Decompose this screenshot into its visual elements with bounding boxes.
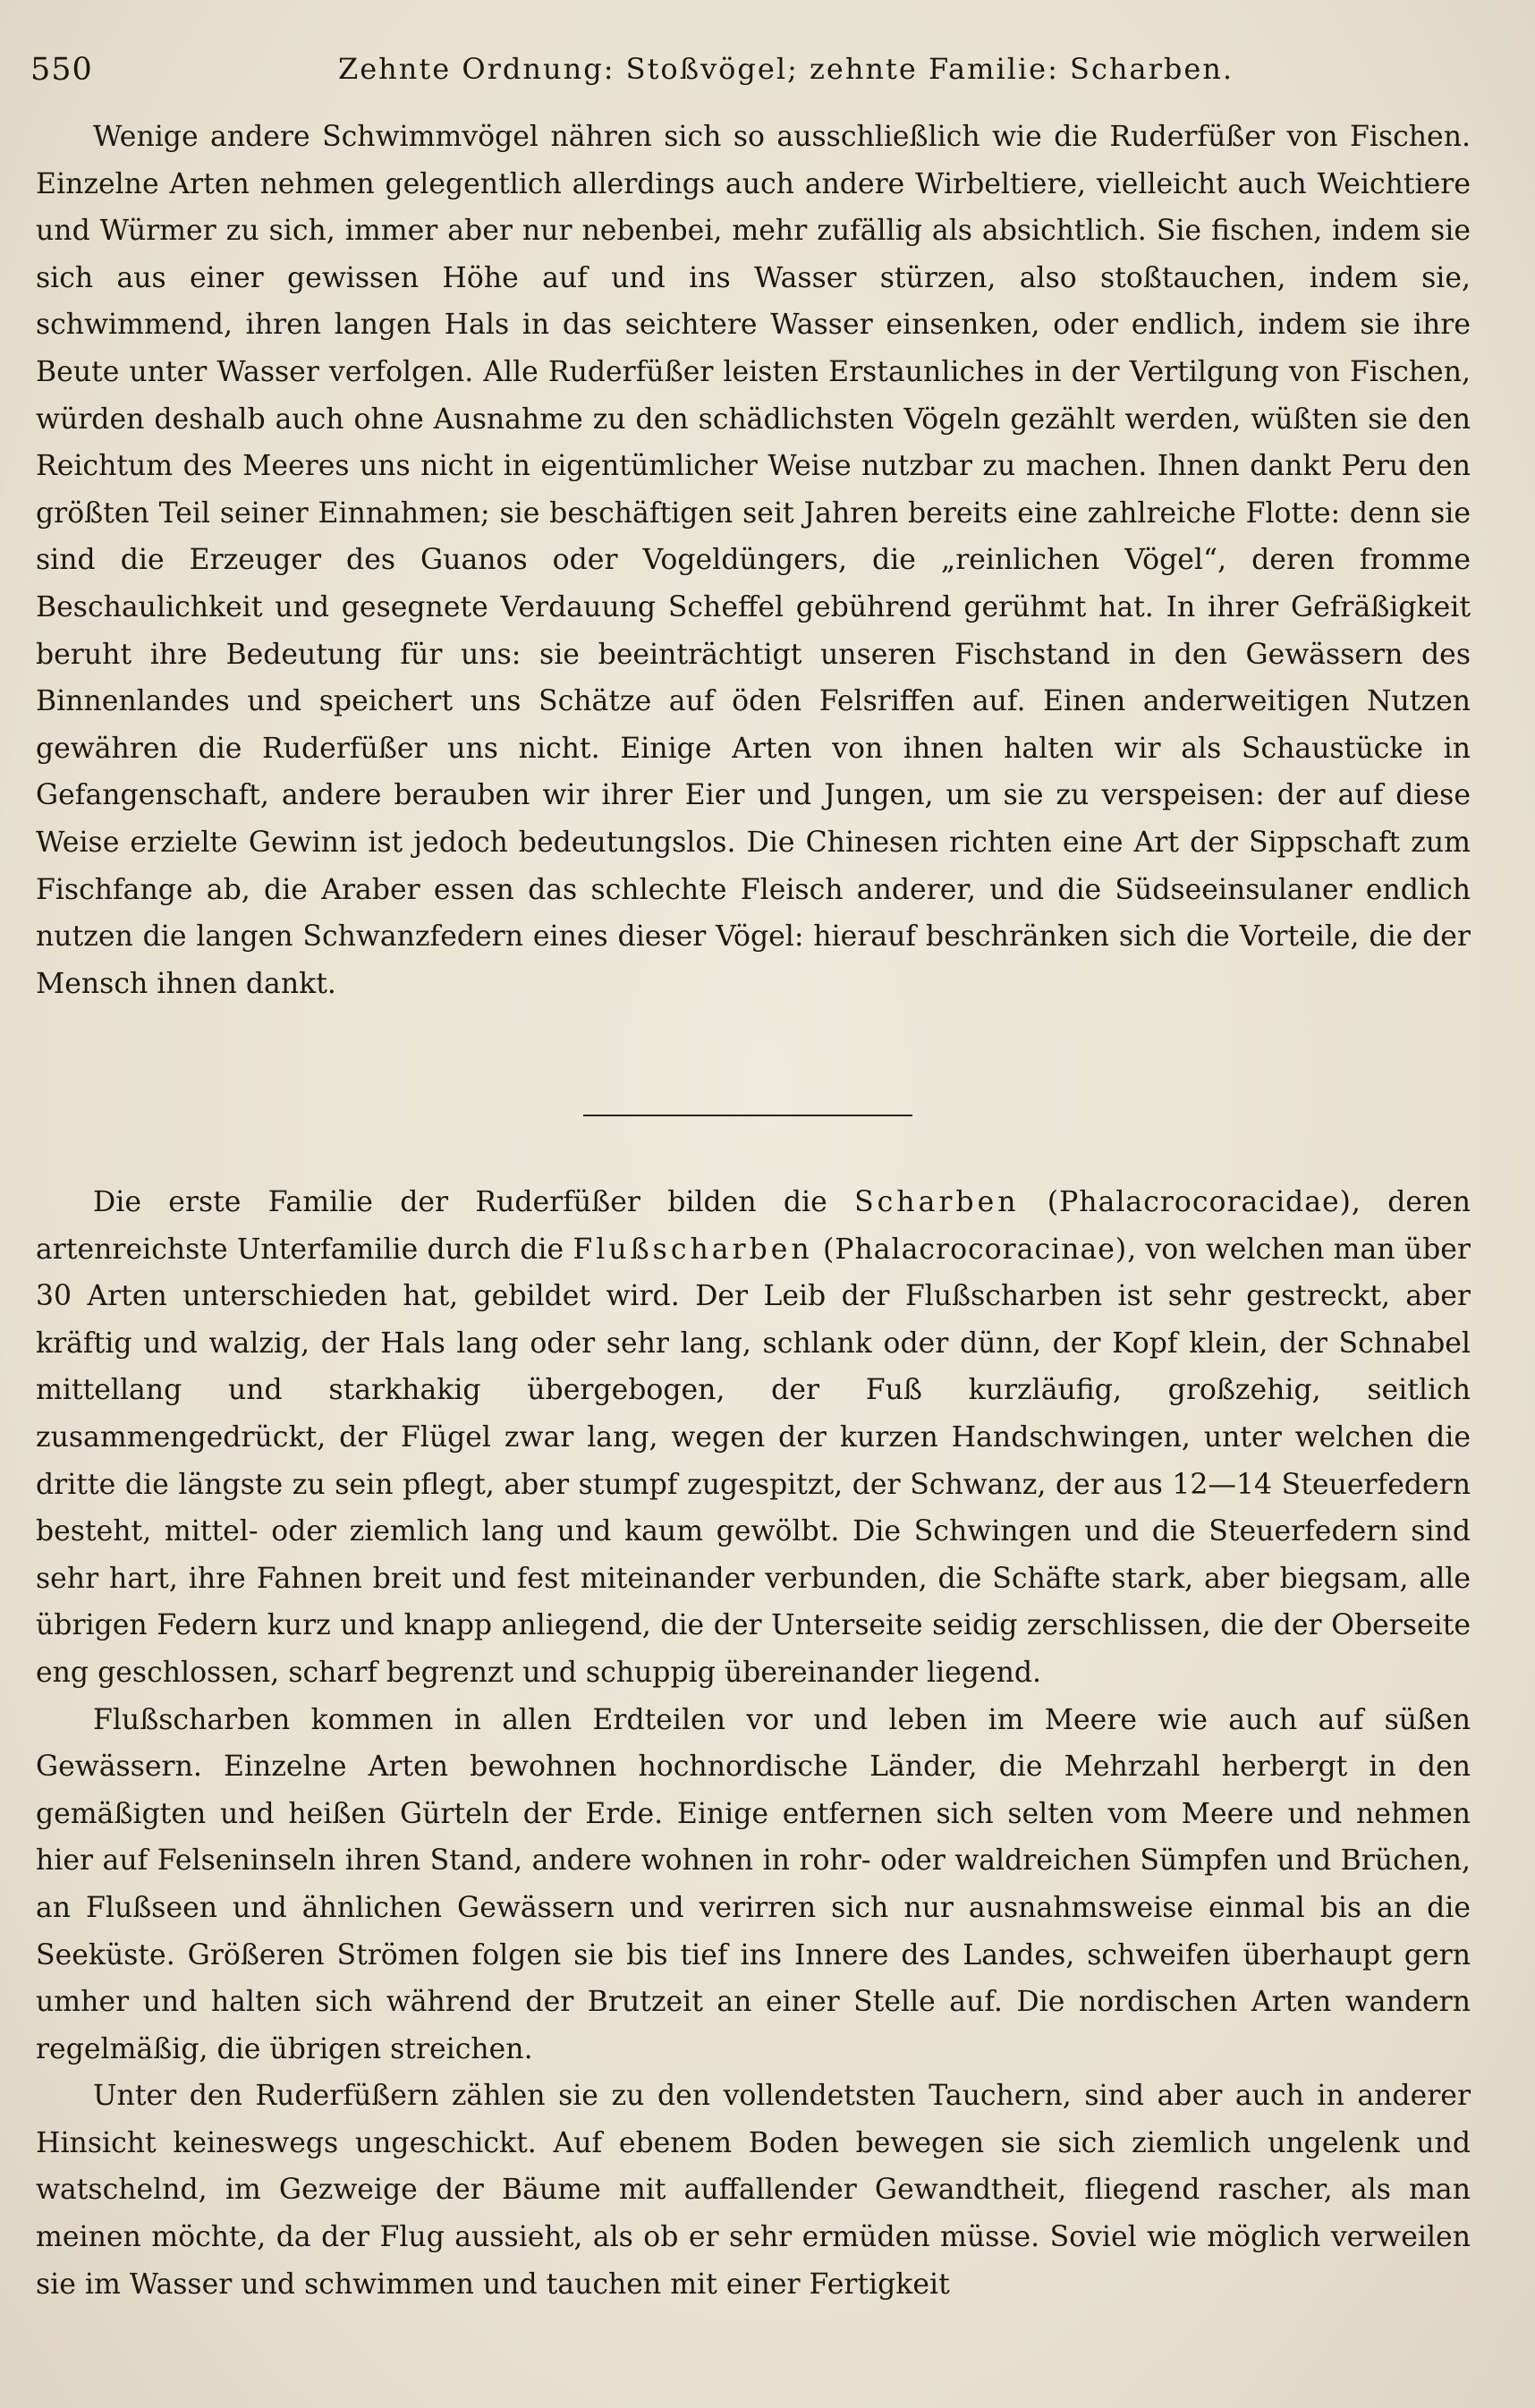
section-ruderfuesser-diet [36,114,1471,1007]
p1-rest: , von welchen man über 30 Arten unterschieden hat, gebildet wird. Der Leib der Flußscharben ist sehr gestreckt, aber kräftig und walzig, der Hals lang oder sehr lang, schlank oder dünn, der Kopf klein, der Schnabel mittellang und starkhakig übergebogen, der Fuß kurzläufig, großzehig, seitlich zusammengedrückt, der Flügel zwar lang, wegen der kurzen Handschwingen, unter welchen die dritte die längste zu sein pflegt, aber stumpf zugespitzt, der Schwanz, der aus 12—14 Steuerfedern besteht, mittel- oder ziemlich lang und kaum gewölbt. Die Schwingen und die Steuerfedern sind sehr hart, ihre Fahnen breit und fest miteinander verbunden, die Schäfte stark, aber biegsam, alle übrigen Federn kurz und knapp anliegend, die der Unterseite seidig zerschlissen, die der Oberseite eng geschlossen, scharf begrenzt und schuppig übereinander liegend. [36,1233,1471,1689]
paragraph-family-description [36,1179,1471,1697]
paragraph-diet: Wenige andere Schwimmvögel nähren sich so ausschließlich wie die Ruderfüßer von Fischen. Einzelne Arten nehmen gelegentlich allerdings auch andere Wirbeltiere, vielleicht auch Weichtiere und Würmer zu sich, immer aber nur nebenbei, mehr zufällig als absichtlich. Sie fischen, indem sie sich aus einer gewissen Höhe auf und ins Wasser stürzen, also stoßtauchen, indem sie, schwimmend, ihren langen Hals in das seichtere Wasser einsenken, oder endlich, indem sie ihre Beute unter Wasser verfolgen. Alle Ruderfüßer leisten Erstaunliches in der Vertilgung von Fischen, würden deshalb auch ohne Ausnahme zu den schädlichsten Vögeln gezählt werden, wüßten sie den Reichtum des Meeres uns nicht in eigentümlicher Weise nutzbar zu machen. Ihnen dankt Peru den größten Teil seiner Einnahmen; sie beschäftigen seit Jahren bereits eine zahlreiche Flotte: denn sie sind die Erzeuger des Guanos oder Vogeldüngers, die „reinlichen Vögel“, deren fromme Beschaulichkeit und gesegnete Verdauung Scheffel gebührend gerühmt hat. In ihrer Gefräßigkeit beruht ihre Bedeutung für uns: sie beeinträchtigt unseren Fischstand in den Gewässern des Binnenlandes und speichert uns Schätze auf öden Felsriffen auf. Einen anderweitigen Nutzen gewähren die Ruderfüßer uns nicht. Einige Arten von ihnen halten wir als Schaustücke in Gefangenschaft, andere berauben wir ihrer Eier und Jungen, um sie zu verspeisen: der auf diese Weise erzielte Gewinn ist jedoch bedeutungslos. Die Chinesen richten eine Art der Sippschaft zum Fischfange ab, die Araber essen das schlechte Fleisch anderer, und die Südseeinsulaner endlich nutzen die langen Schwanzfedern eines dieser Vögel: hierauf beschränken sich die Vorteile, die der Mensch ihnen dankt. [36,121,1471,1000]
running-head: Zehnte Ordnung: Stoßvögel; zehnte Familie: Scharben. [338,52,1234,86]
page-number: 550 [30,52,93,88]
paragraph-locomotion: Unter den Ruderfüßern zählen sie zu den vollendetsten Tauchern, sind aber auch in anderer Hinsicht keineswegs ungeschickt. Auf ebenem Boden bewegen sie sich ziemlich ungelenk und watschelnd, im Gezweige der Bäume mit auffallender Gewandtheit, fliegend rascher, als man meinen möchte, da der Flug aussieht, als ob er sehr ermüden müsse. Soviel wie möglich verweilen sie im Wasser und schwimmen und tauchen mit einer Fertigkeit [36,2080,1471,2301]
latin-phalacrocoracinae: (Phalacrocoracinae) [812,1233,1128,1266]
term-scharben: Scharben [854,1186,1020,1218]
section-scharben [36,1179,1471,2308]
p1-mid: , deren artenreichste Unterfamilie durch die [36,1186,1471,1266]
section-divider [583,1115,912,1116]
page-header [30,52,1462,106]
term-flussscharben: Flußscharben [572,1233,813,1266]
p1-intro: Die erste Familie der Ruderfüßer bilden die [93,1186,855,1218]
latin-phalacrocoracidae: (Phalacrocoracidae) [1019,1186,1352,1218]
paragraph-distribution: Flußscharben kommen in allen Erdteilen vor und leben im Meere wie auch auf süßen Gewässern. Einzelne Arten bewohnen hochnordische Länder, die Mehrzahl herbergt in den gemäßigten und heißen Gürteln der Erde. Einige entfernen sich selten vom Meere und nehmen hier auf Felseninseln ihren Stand, andere wohnen in rohr- oder waldreichen Sümpfen und Brüchen, an Flußseen und ähnlichen Gewässern und verirren sich nur ausnahmsweise einmal bis an die Seeküste. Größeren Strömen folgen sie bis tief ins Innere des Landes, schweifen überhaupt gern umher und halten sich während der Brutzeit an einer Stelle auf. Die nordischen Arten wandern regelmäßig, die übrigen streichen. [36,1703,1471,2065]
